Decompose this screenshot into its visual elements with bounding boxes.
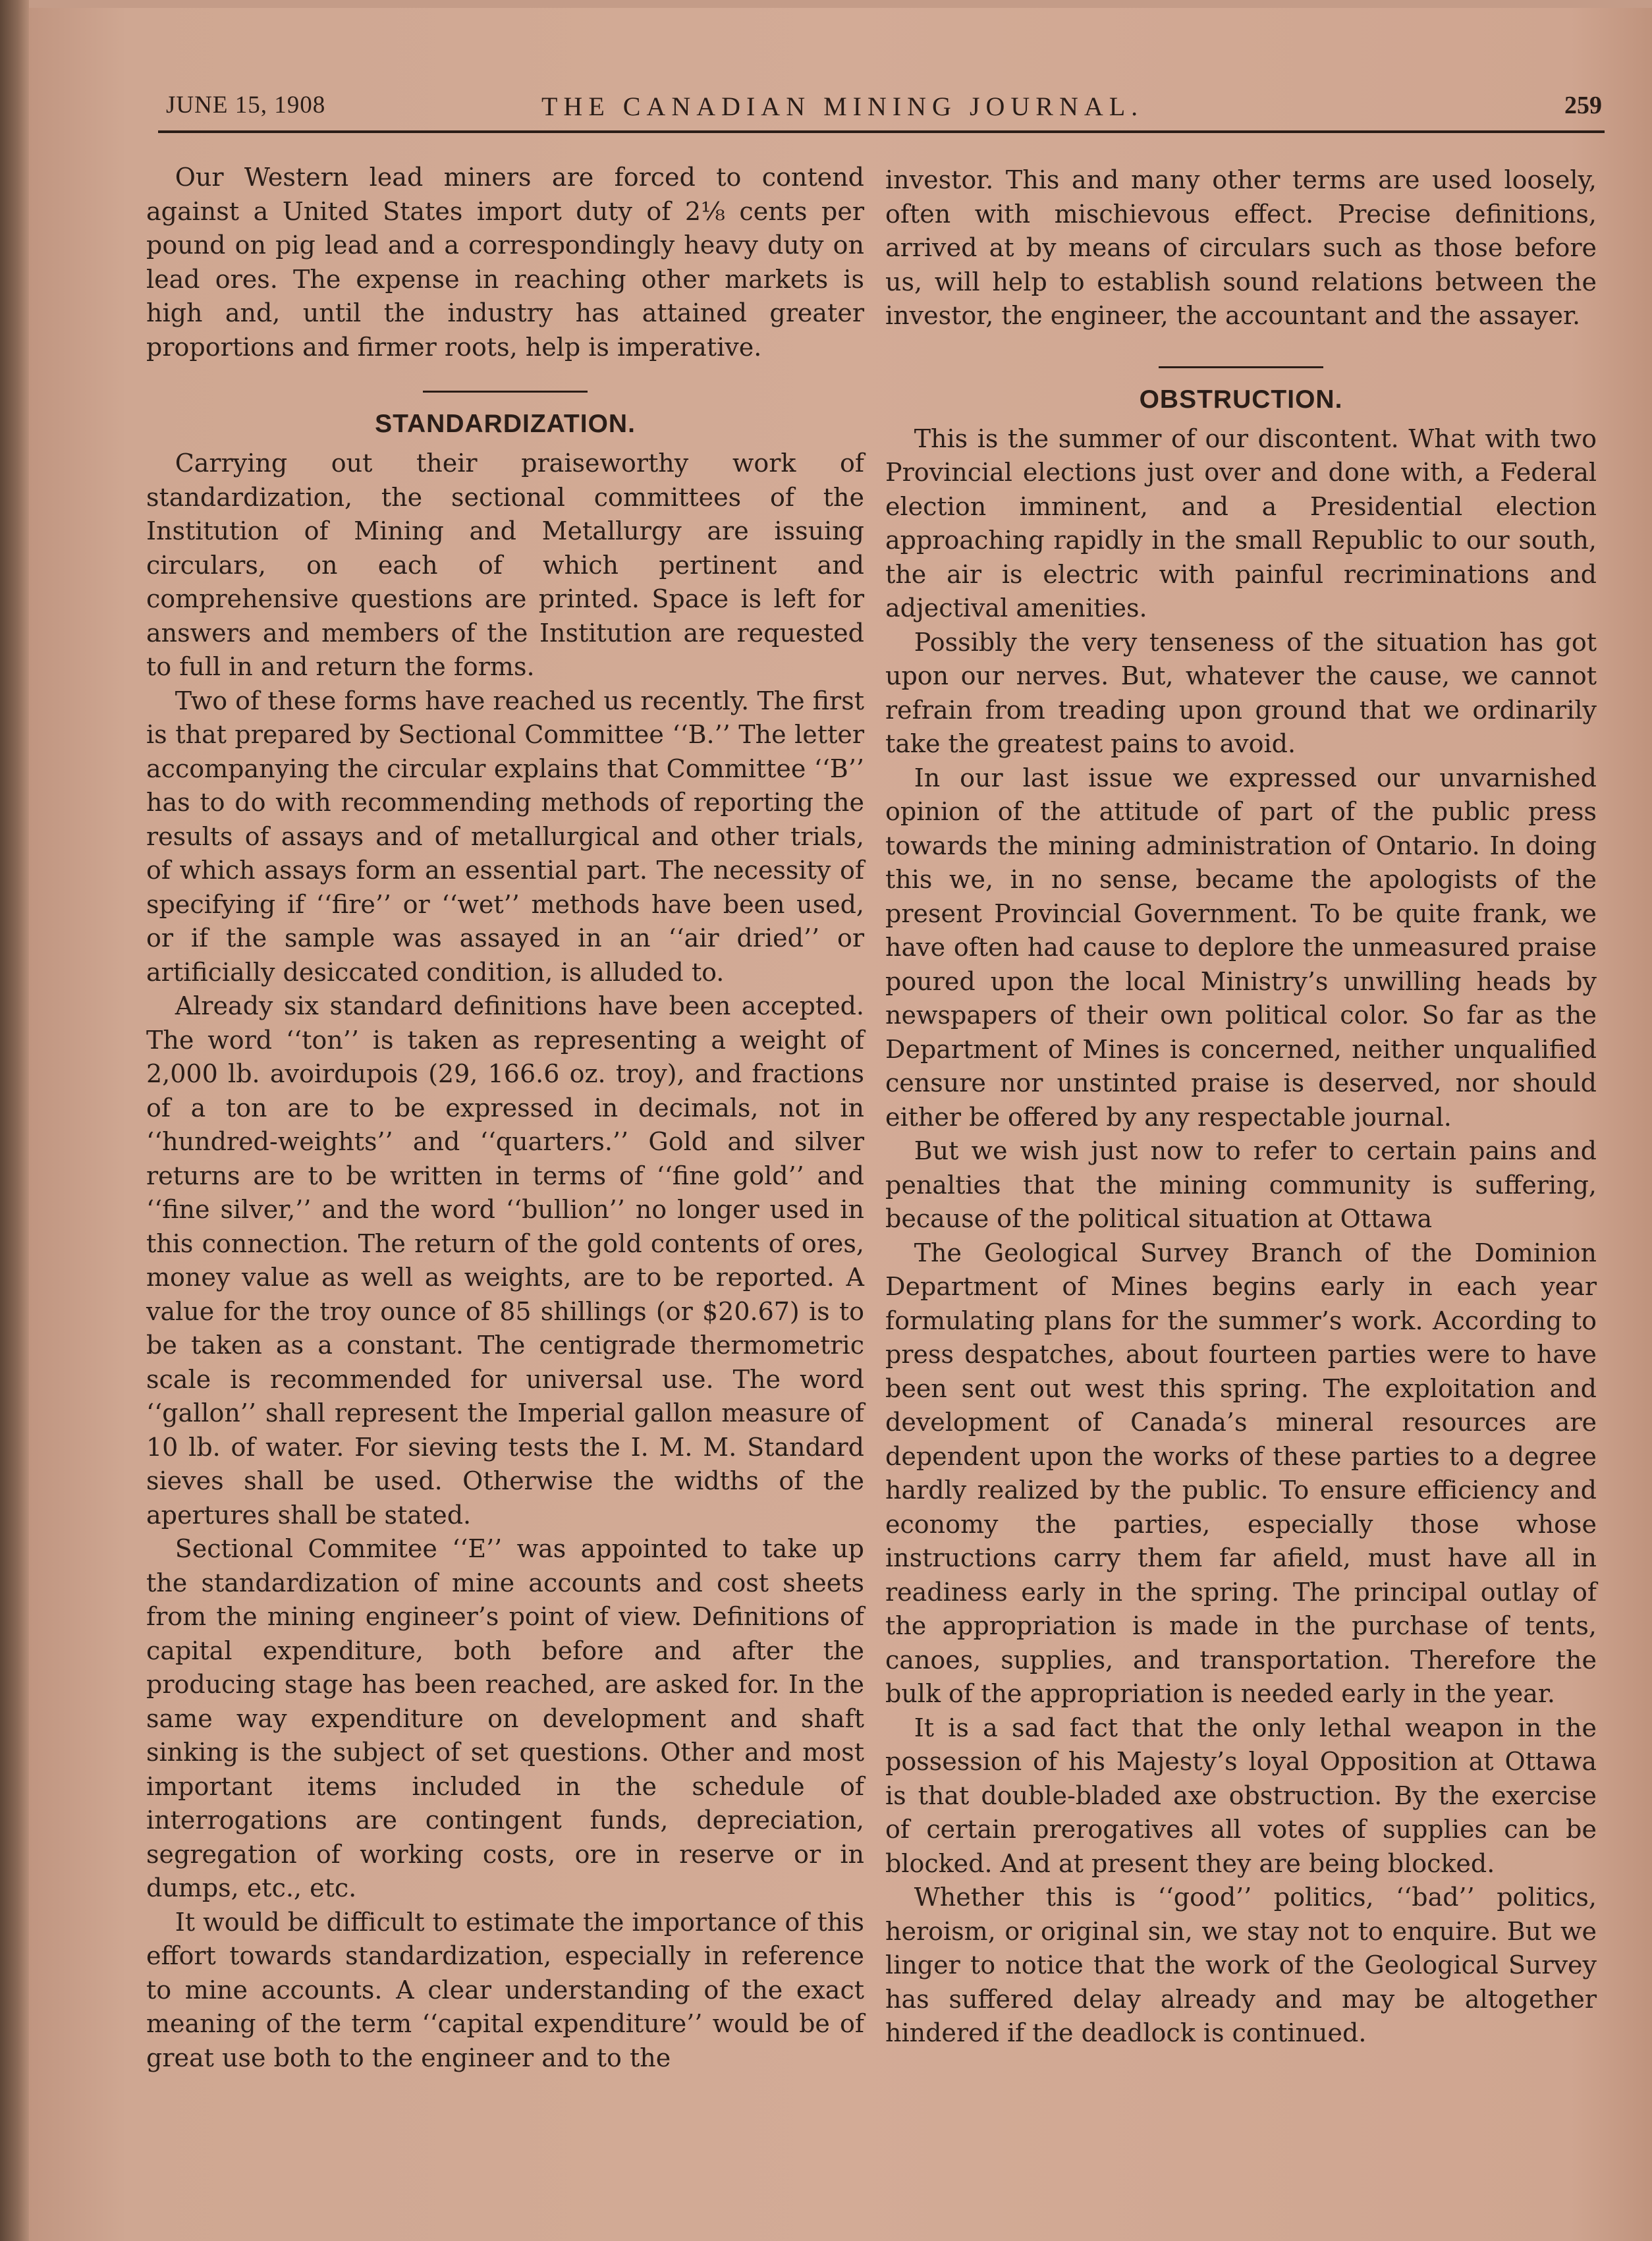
article-paragraph: It is a sad fact that the only lethal weapon in the possession of his Majesty’s loyal Opposition at Ottawa is that double-bladed axe obstruction. By the exercise of certain prerogatives all votes of supplies can be blocked. And at present they are being blocked. xyxy=(885,1713,1597,1878)
left-column xyxy=(146,161,864,2075)
article-paragraph: Possibly the very tenseness of the situation has got upon our nerves. But, whatever the cause, we cannot refrain from treading upon ground that we ordinarily take the greatest pains to avoid. xyxy=(885,627,1597,758)
section-divider xyxy=(1159,366,1323,368)
header-rule xyxy=(158,130,1605,133)
running-header xyxy=(166,91,1602,130)
section-divider xyxy=(423,391,588,393)
article-paragraph: This is the summer of our discontent. What with two Provincial elections just over and done with, a Federal election imminent, and a Presidential election approaching rapidly in the small Republic to our south, the air is electric with painful recriminations and adjectival amenities. xyxy=(885,424,1597,622)
standardization-heading: STANDARDIZATION. xyxy=(375,410,636,438)
article-paragraph: But we wish just now to refer to certain pains and penalties that the mining community is suffering, because of the political situation at Ottawa xyxy=(885,1136,1597,1233)
page-number: 259 xyxy=(1564,92,1602,119)
issue-date: JUNE 15, 1908 xyxy=(166,92,326,119)
lead-duty-paragraph: Our Western lead miners are forced to contend against a United States import duty of 2⅛ cents per pound on pig lead and a correspondingly heavy duty on lead ores. The expense in reaching other markets is high and, until the industry has attained greater proportions and firmer roots, help is imperative. xyxy=(146,163,864,362)
article-paragraph: Carrying out their praiseworthy work of standardization, the sectional committees of the Institution of Mining and Metallurgy are issuing circulars, on each of which pertinent and comprehensive questions are printed. Space is left for answers and members of the Institution are requested to full in and return the forms. xyxy=(146,449,864,681)
article-paragraph: Two of these forms have reached us recently. The first is that prepared by Sectional Committee ‘‘B.’’ The letter accompanying the circular explains that Committee ‘‘B’’ has to do with recommending methods of reporting the results of assays and of metallurgical and other trials, of which assays form an essential part. The necessity of specifying if ‘‘fire’’ or ‘‘wet’’ methods have been used, or if the sample was assayed in an ‘‘air dried’’ or artificially desiccated condition, is alluded to. xyxy=(146,686,864,987)
article-paragraph: In our last issue we expressed our unvarnished opinion of the attitude of part of the public press towards the mining administration of Ontario. In doing this we, in no sense, became the apologists of the present Provincial Government. To be quite frank, we have often had cause to deplore the unmeasured praise poured upon the local Ministry’s unwilling heads by newspapers of their own political color. So far as the Department of Mines is concerned, neither unqualified censure nor unstinted praise is deserved, nor should either be offered by any respectable journal. xyxy=(885,763,1597,1132)
right-column xyxy=(885,163,1597,2051)
article-paragraph: It would be difficult to estimate the importance of this effort towards standardization, especially in reference to mine accounts. A clear understanding of the exact meaning of the term ‘‘capital expenditure’’ would be of great use both to the engineer and to the xyxy=(146,1907,864,2072)
article-paragraph: The Geological Survey Branch of the Dominion Department of Mines begins early in each year formulating plans for the summer’s work. According to press despatches, about fourteen parties were to have been sent out west this spring. The exploitation and development of Canada’s mineral resources are dependent upon the works of these parties to a degree hardly realized by the public. To ensure efficiency and economy the parties, especially those whose instructions carry them far afield, must have all in readiness early in the spring. The principal outlay of the appropriation is made in the purchase of tents, canoes, supplies, and transportation. Therefore the bulk of the appropriation is needed early in the year. xyxy=(885,1238,1597,1708)
obstruction-heading: OBSTRUCTION. xyxy=(1139,385,1343,414)
article-paragraph: Sectional Commitee ‘‘E’’ was appointed to take up the standardization of mine accounts and cost sheets from the mining engineer’s point of view. Definitions of capital expenditure, both before and after the producing stage has been reached, are asked for. In the same way expenditure on development and shaft sinking is the subject of set questions. Other and most important items included in the schedule of interrogations are contingent funds, depreciation, segregation of working costs, ore in reserve or in dumps, etc., etc. xyxy=(146,1534,864,1902)
journal-title: THE CANADIAN MINING JOURNAL. xyxy=(541,92,1144,121)
continued-paragraph: investor. This and many other terms are used loosely, often with mischievous effect. Precise definitions, arrived at by means of circulars such as those before us, will help to establish sound relations between the investor, the engineer, the accountant and the assayer. xyxy=(885,165,1597,330)
book-spine-edge xyxy=(0,0,29,2241)
article-paragraph: Whether this is ‘‘good’’ politics, ‘‘bad’’ politics, heroism, or original sin, we stay not to enquire. But we linger to notice that the work of the Geological Survey has suffered delay already and may be altogether hindered if the deadlock is continued. xyxy=(885,1883,1597,2047)
article-paragraph: Already six standard definitions have been accepted. The word ‘‘ton’’ is taken as representing a weight of 2,000 lb. avoirdupois (29, 166.6 oz. troy), and fractions of a ton are to be expressed in decimals, not in ‘‘hundred-weights’’ and ‘‘quarters.’’ Gold and silver returns are to be written in terms of ‘‘fine gold’’ and ‘‘fine silver,’’ and the word ‘‘bullion’’ no longer used in this connection. The return of the gold contents of ores, money value as well as weights, are to be reported. A value for the troy ounce of 85 shillings (or $20.67) is to be taken as a constant. The centigrade thermometric scale is recommended for universal use. The word ‘‘gallon’’ shall represent the Imperial gallon measure of 10 lb. of water. For sieving tests the I. M. M. Standard sieves shall be used. Otherwise the widths of the apertures shall be stated. xyxy=(146,991,864,1530)
